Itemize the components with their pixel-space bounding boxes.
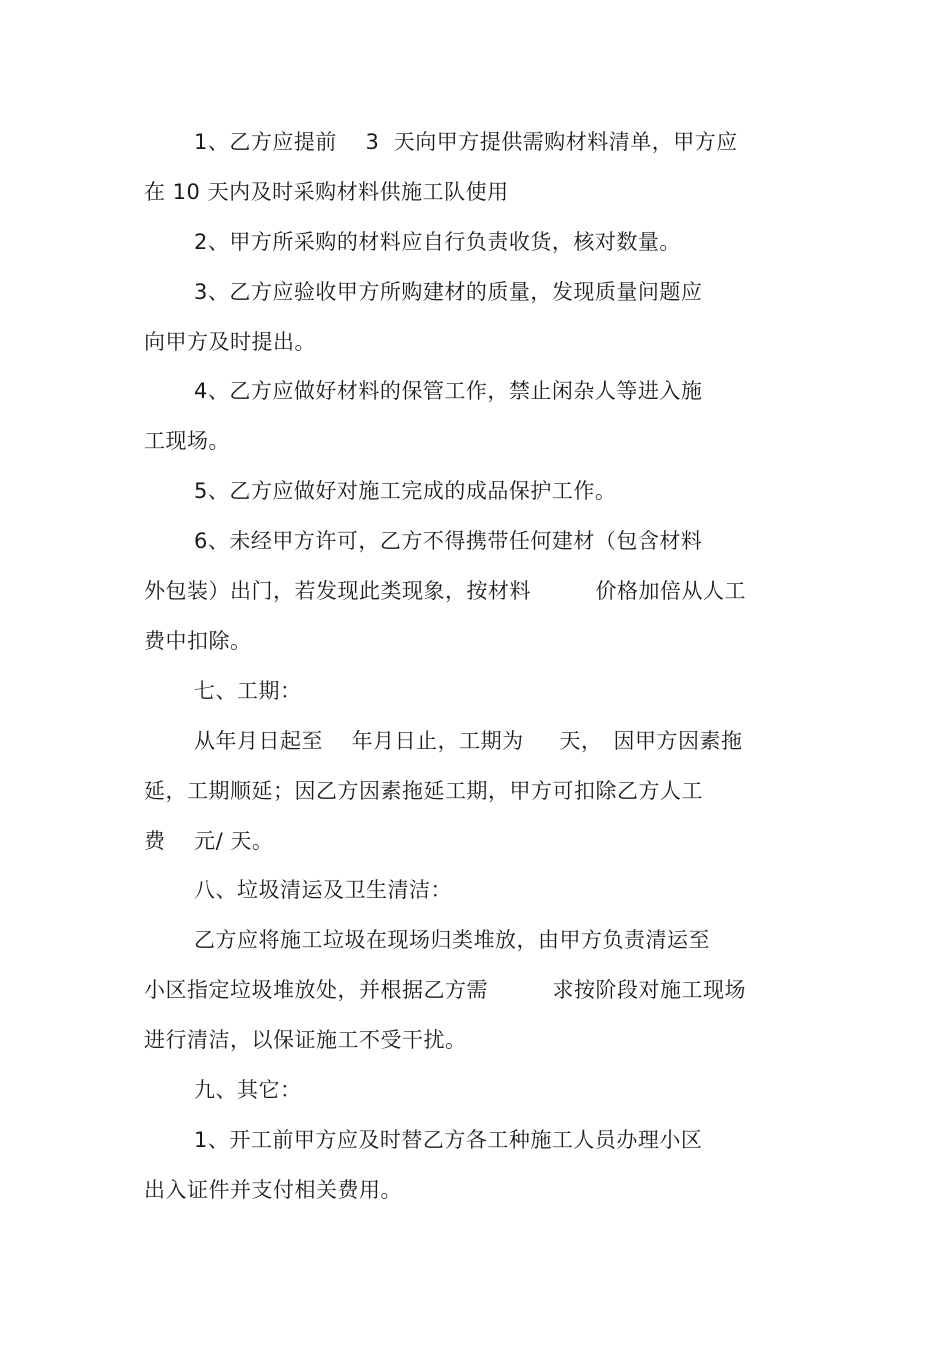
section-heading-other: 九、其它：: [194, 1078, 302, 1102]
paragraph-line-8: 5、乙方应做好对施工完成的成品保护工作。: [194, 479, 617, 503]
paragraph-line-14: 延，工期顺延；因乙方因素拖延工期，甲方可扣除乙方人工: [144, 779, 703, 803]
paragraph-line-2: 在 10 天内及时采购材料供施工队使用: [144, 180, 509, 204]
paragraph-line-10: 外包装）出门，若发现此类现象，按材料 价格加倍从人工: [144, 579, 746, 603]
section-heading-schedule: 七、工期：: [194, 679, 302, 703]
paragraph-line-1: 1、乙方应提前 3 天向甲方提供需购材料清单，甲方应: [194, 130, 738, 154]
paragraph-line-22: 出入证件并支付相关费用。: [144, 1178, 402, 1202]
paragraph-line-3: 2、甲方所采购的材料应自行负责收货，核对数量。: [194, 230, 681, 254]
paragraph-line-5: 向甲方及时提出。: [144, 330, 316, 354]
paragraph-line-18: 小区指定垃圾堆放处，并根据乙方需 求按阶段对施工现场: [144, 978, 746, 1002]
paragraph-line-4: 3、乙方应验收甲方所购建材的质量，发现质量问题应: [194, 280, 703, 304]
paragraph-line-17: 乙方应将施工垃圾在现场归类堆放，由甲方负责清运至: [194, 928, 710, 952]
section-heading-cleanup: 八、垃圾清运及卫生清洁：: [194, 878, 452, 902]
paragraph-line-21: 1、开工前甲方应及时替乙方各工种施工人员办理小区: [194, 1128, 703, 1152]
paragraph-line-15: 费 元/ 天。: [144, 829, 274, 853]
paragraph-line-6: 4、乙方应做好材料的保管工作，禁止闲杂人等进入施: [194, 379, 703, 403]
paragraph-line-19: 进行清洁，以保证施工不受干扰。: [144, 1028, 467, 1052]
paragraph-line-13: 从年月日起至 年月日止，工期为 天， 因甲方因素拖: [194, 729, 743, 753]
paragraph-line-11: 费中扣除。: [144, 629, 252, 653]
paragraph-line-7: 工现场。: [144, 429, 230, 453]
paragraph-line-9: 6、未经甲方许可，乙方不得携带任何建材（包含材料: [194, 529, 703, 553]
